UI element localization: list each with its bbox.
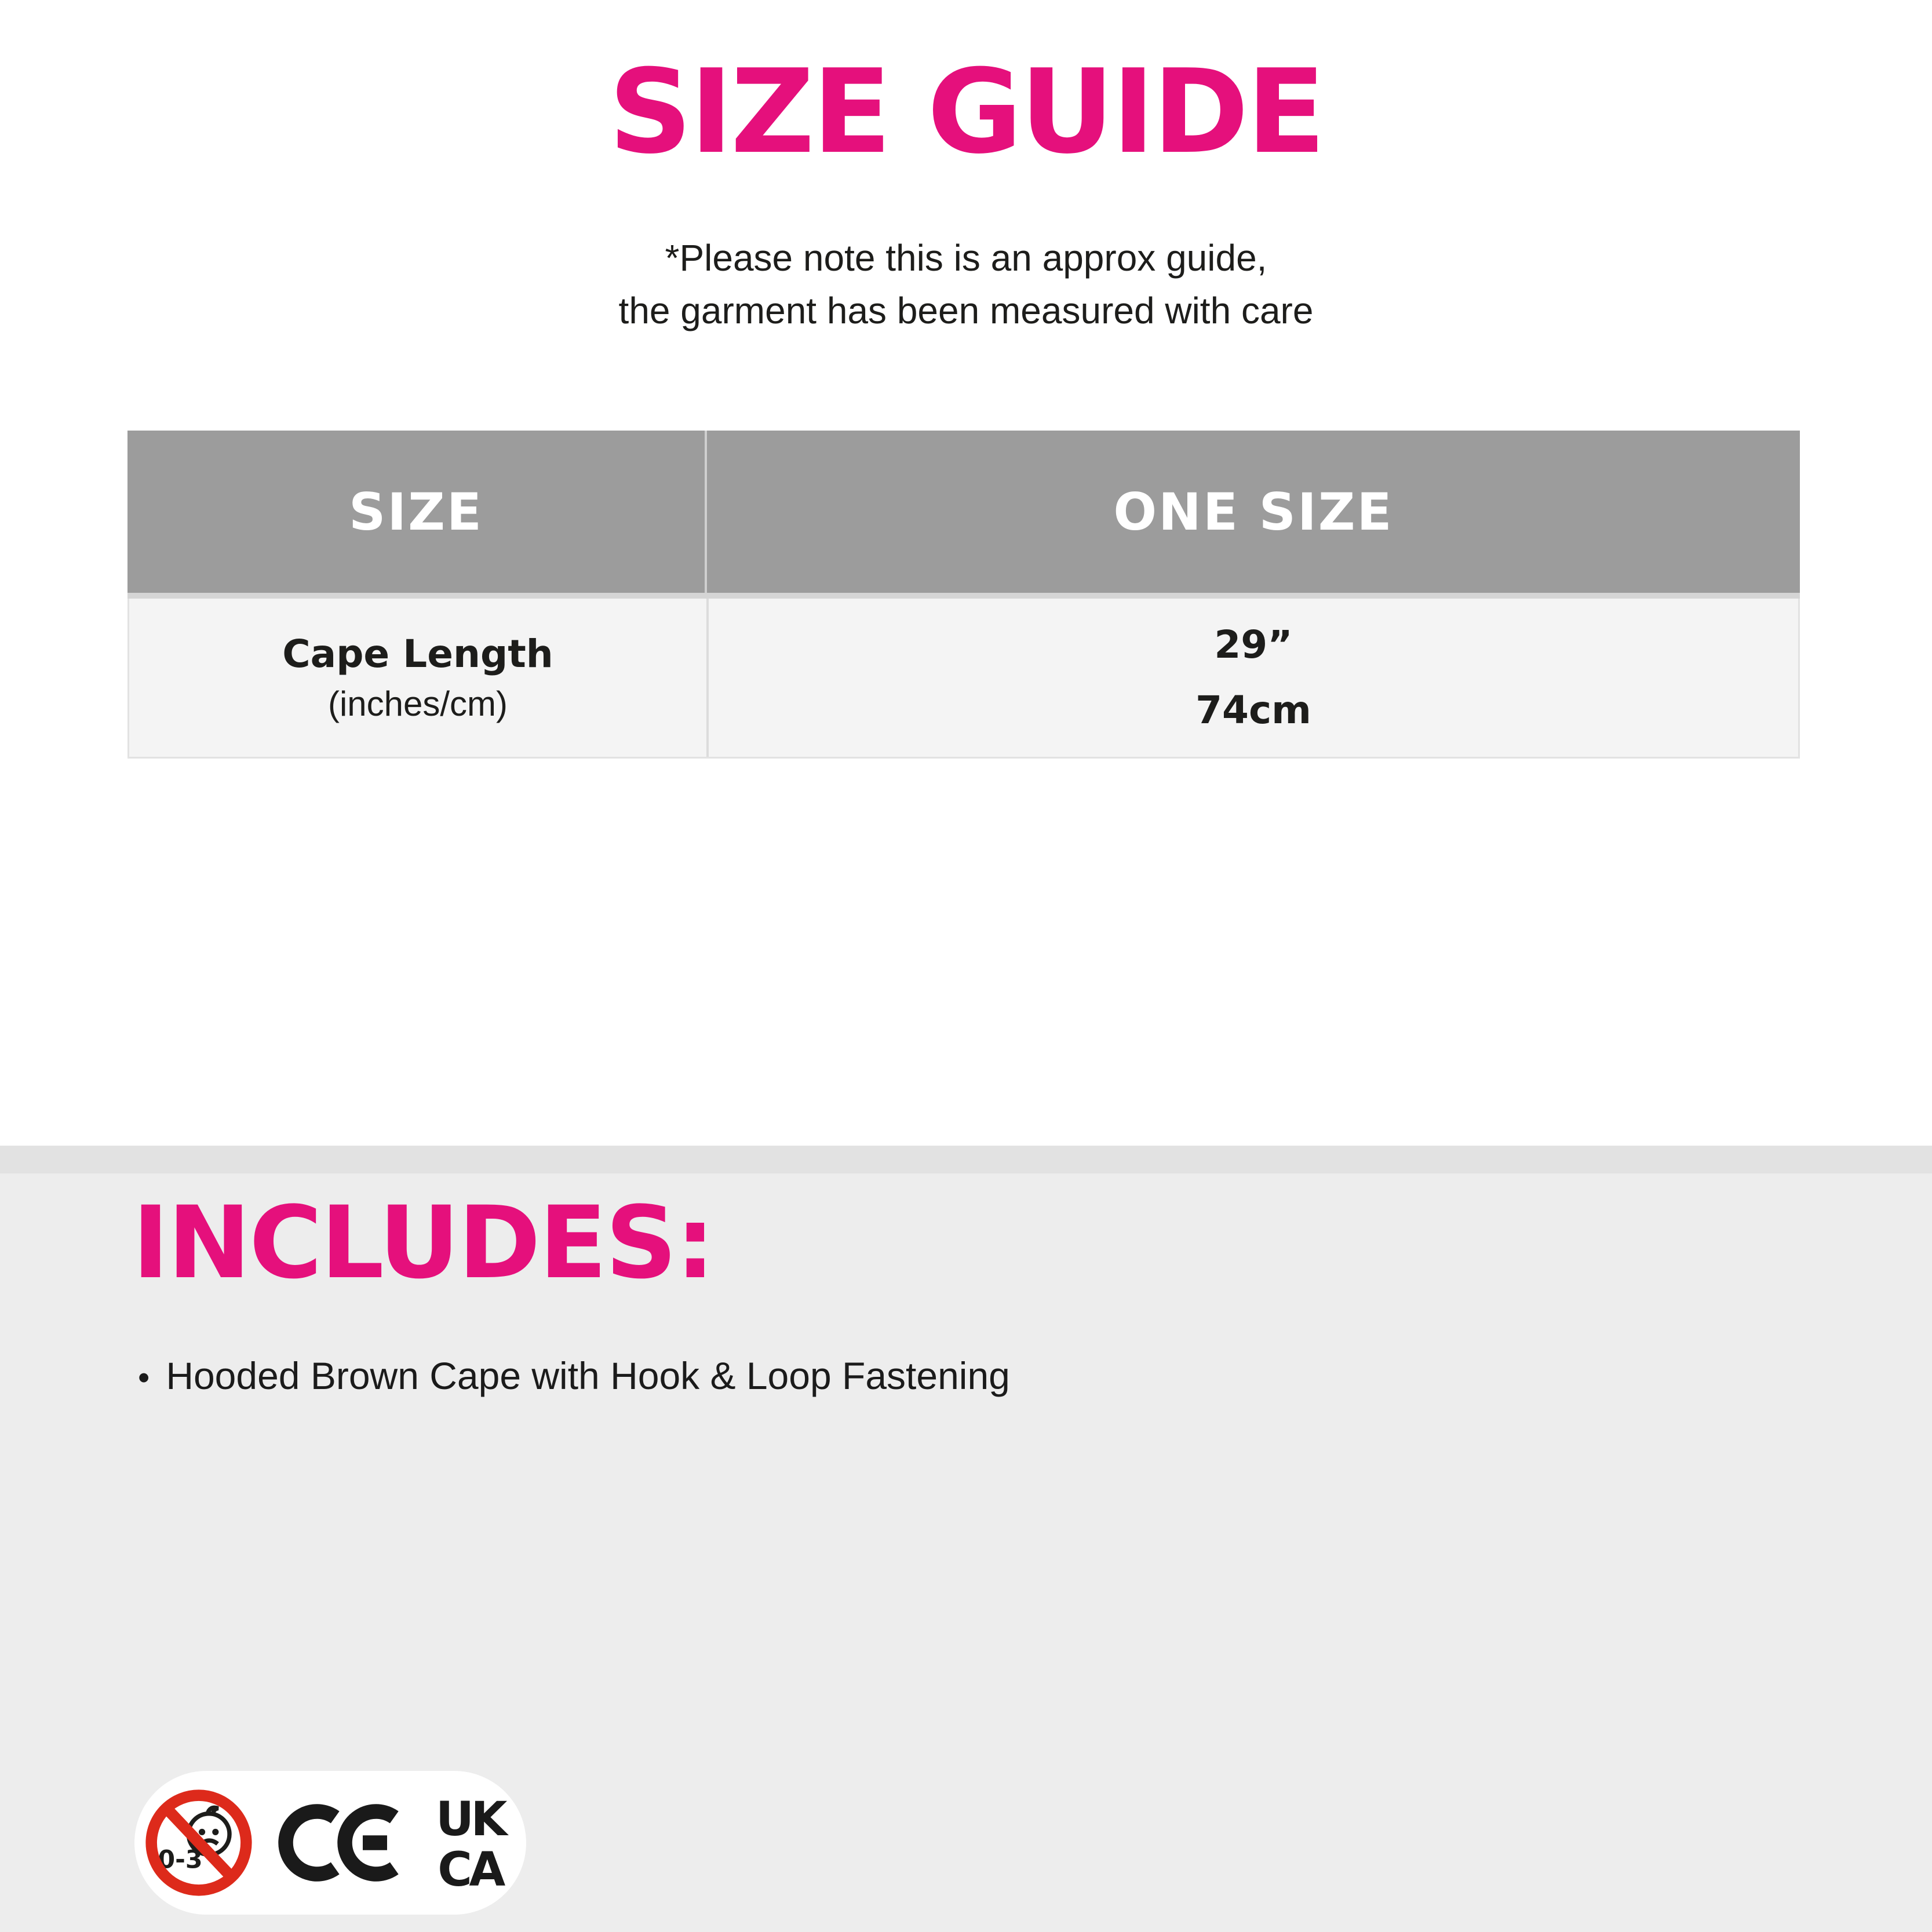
ukca-bottom-label: CA [438,1842,502,1892]
certification-badge [134,1771,526,1915]
table-separator [127,593,1800,599]
size-table-header-row [127,431,1800,593]
size-note-line1: *Please note this is an approx guide, [665,237,1267,279]
header-cell-size: SIZE [127,431,707,593]
includes-heading: INCLUDES: [132,1184,714,1301]
size-table-body-row [127,599,1800,759]
measurement-label-cell [129,599,709,757]
ukca-mark-icon [424,1794,516,1892]
section-top-band [0,1146,1932,1173]
measurement-label: Cape Length [282,632,553,677]
size-table [127,431,1800,759]
measurement-value-inches: 29” [1214,622,1293,668]
no-children-0-3-icon [145,1789,253,1897]
page-title: SIZE GUIDE [608,45,1324,180]
includes-list-item: Hooded Brown Cape with Hook & Loop Fastening [166,1354,1010,1397]
measurement-value-cell [709,599,1798,757]
size-note-line2: the garment has been measured with care [618,289,1314,331]
ce-mark-icon [277,1799,400,1886]
header-cell-one-size: ONE SIZE [1113,482,1394,542]
age-range-label: 0-3 [158,1845,203,1875]
measurement-unit-label: (inches/cm) [327,684,508,723]
size-note [0,232,1932,337]
includes-list [138,1354,1010,1398]
measurement-value-cm: 74cm [1195,687,1311,732]
ukca-top-label: UK [436,1794,504,1847]
bullet-icon: • [138,1359,150,1397]
